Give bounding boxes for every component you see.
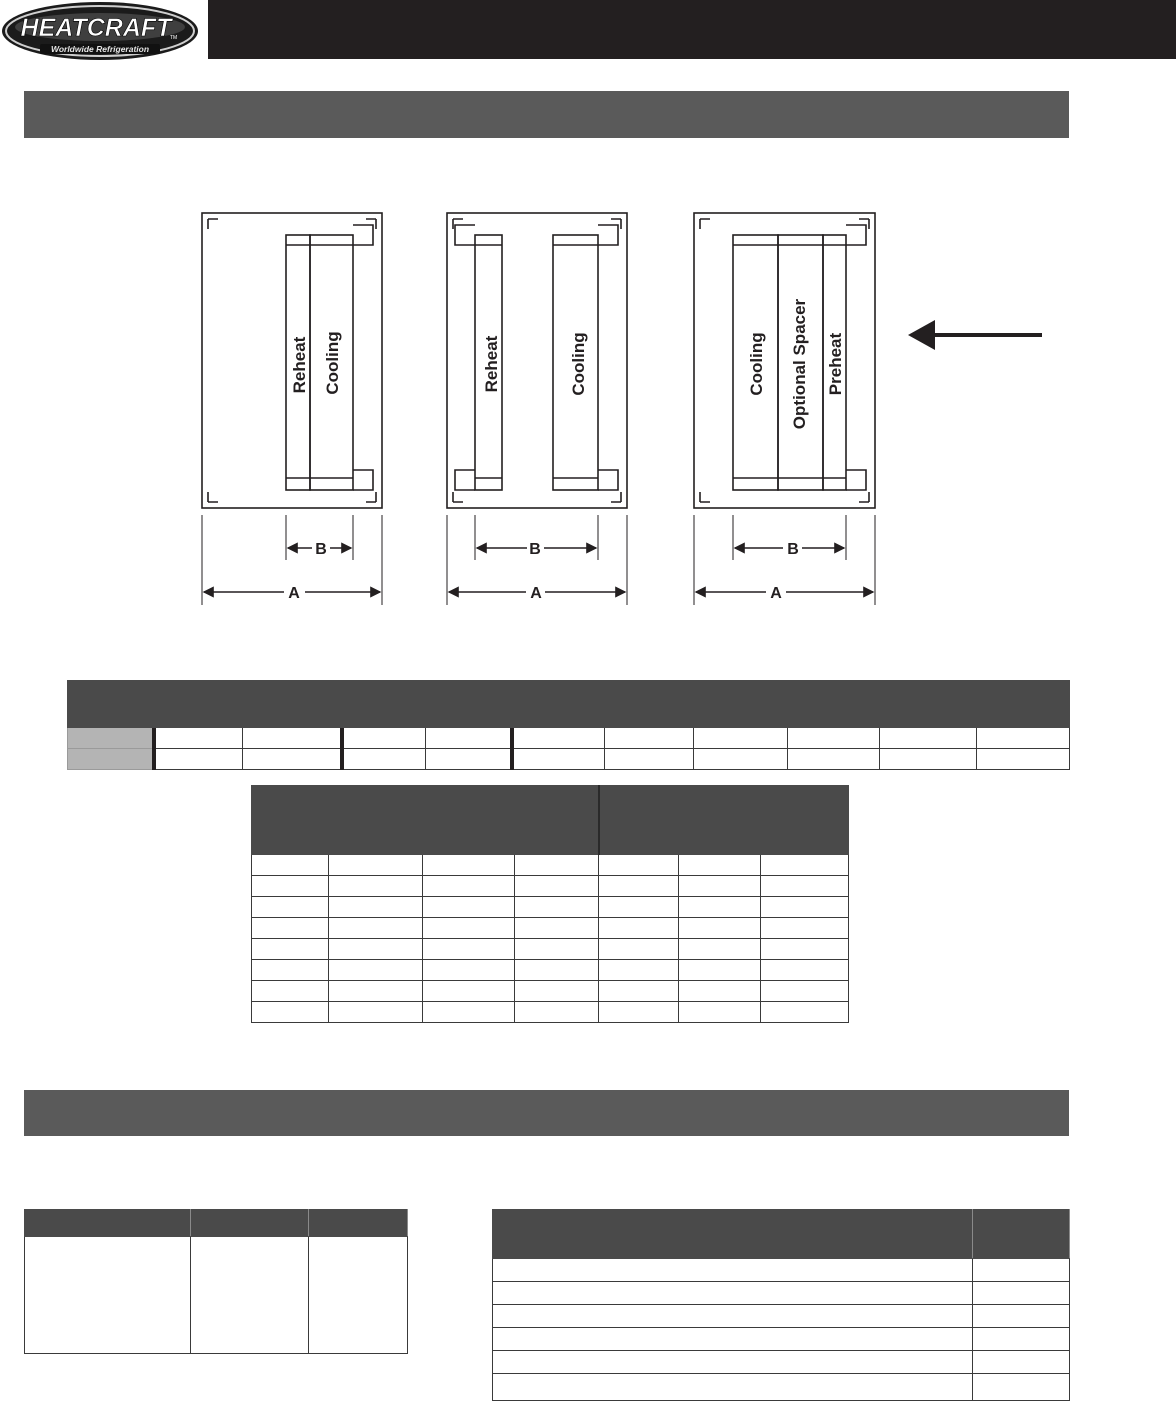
table-row [252, 918, 849, 939]
table-header-row [68, 681, 1070, 705]
table-row [493, 1351, 1070, 1374]
table-header-row [493, 1210, 1070, 1259]
cabinet-3-outline [694, 213, 875, 508]
table-header-row [25, 1210, 408, 1237]
arrow-left-icon [908, 320, 1042, 350]
diagram-2-dim-a: A [530, 585, 542, 602]
coil-data-table [251, 785, 849, 1023]
diagram-1-coil-1-label: Reheat [290, 336, 309, 394]
options-table [492, 1209, 1070, 1401]
diagram-3-coil-1-label: Cooling [747, 332, 766, 396]
specification-table [24, 1209, 408, 1354]
diagram-3-coil-2-label: Optional Spacer [790, 298, 809, 430]
table-row [493, 1374, 1070, 1401]
table-row [252, 960, 849, 981]
table-row [252, 939, 849, 960]
table-row [252, 981, 849, 1002]
coil-arrangement-diagram [190, 200, 1060, 620]
diagram-2-coil-1-label: Reheat [482, 335, 501, 393]
section-banner-2 [24, 1090, 1069, 1136]
diagram-1-dim-a: A [288, 585, 300, 602]
diagram-3-dim-b: B [787, 541, 799, 558]
table-row [493, 1282, 1070, 1305]
diagram-2-coil-2-label: Cooling [569, 332, 588, 396]
diagram-1-coil-2-label: Cooling [323, 331, 342, 395]
heatcraft-logo [0, 0, 205, 62]
table-row [493, 1259, 1070, 1282]
diagram-1-dim-b: B [315, 541, 327, 558]
table-row [68, 728, 1070, 749]
table-row [252, 876, 849, 897]
table-row [252, 897, 849, 918]
svg-text:TM: TM [170, 35, 178, 41]
diagram-3-coil-3-label: Preheat [826, 332, 845, 396]
table-header-row [252, 786, 849, 811]
table-row [252, 855, 849, 876]
cabinet-2-outline [447, 213, 627, 508]
table-row [25, 1237, 408, 1354]
diagram-3-dim-a: A [770, 585, 782, 602]
table-row [493, 1305, 1070, 1328]
dimension-table [67, 680, 1070, 770]
table-row [493, 1328, 1070, 1351]
section-banner-1 [24, 91, 1069, 138]
diagram-2-dim-b: B [529, 541, 541, 558]
table-subheader-row [68, 705, 1070, 728]
table-row [68, 749, 1070, 770]
logo-tagline: Worldwide Refrigeration [50, 44, 150, 54]
header-bar [208, 0, 1176, 59]
logo-wordmark: HEATCRAFT [20, 14, 172, 42]
table-row [252, 1002, 849, 1023]
